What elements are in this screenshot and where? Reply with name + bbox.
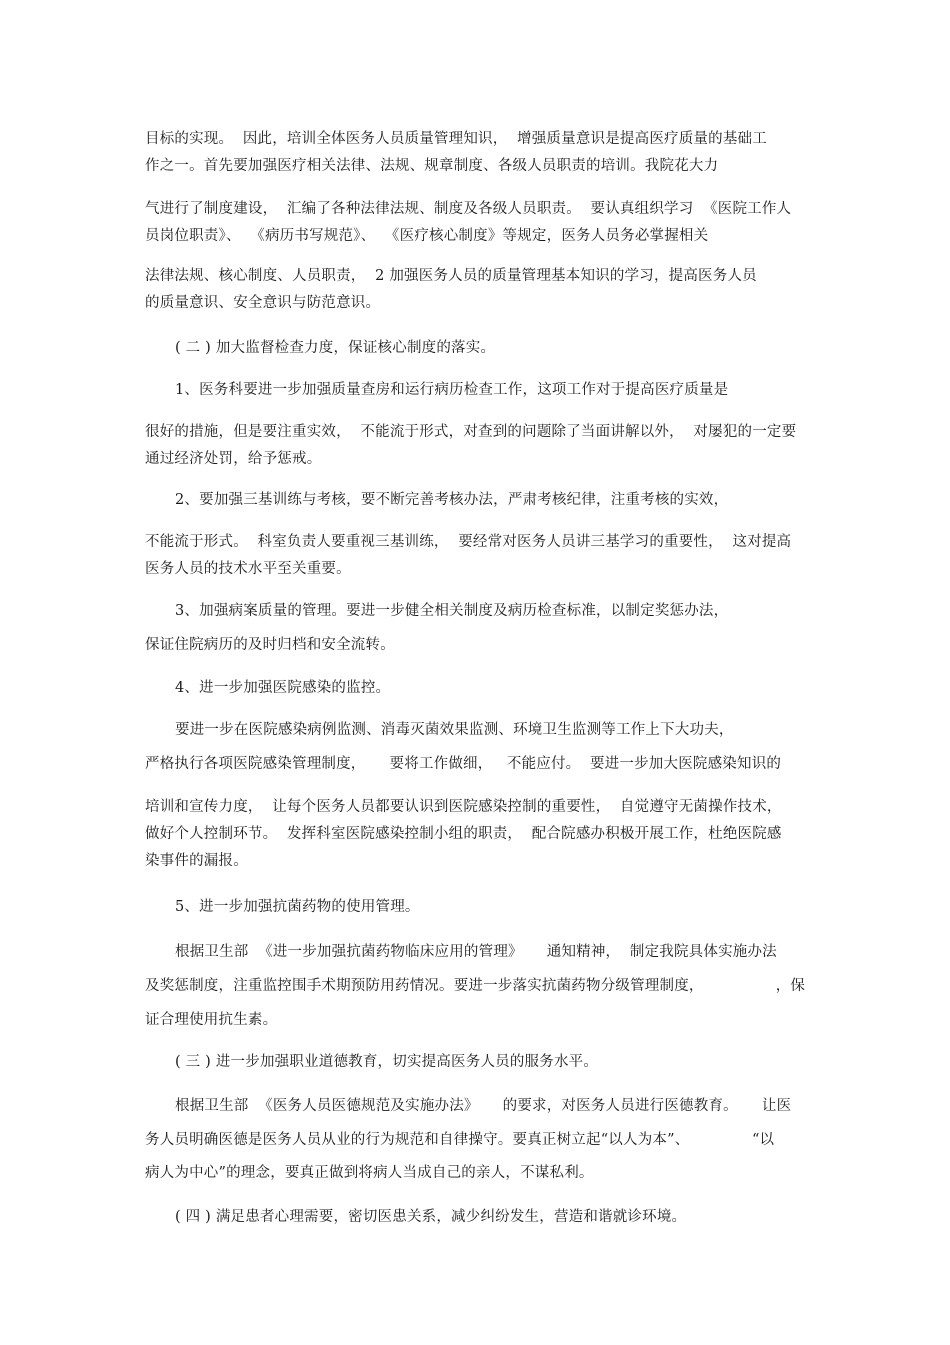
text-line: 很好的措施，但是要注重实效， 不能流于形式，对查到的问题除了当面讲解以外， 对屡犯的一定要 bbox=[145, 424, 797, 440]
text-line: 证合理使用抗生素。 bbox=[145, 1012, 278, 1028]
text-line: 保证住院病历的及时归档和安全流转。 bbox=[145, 637, 395, 653]
text-line: 通过经济处罚，给予惩戒。 bbox=[145, 451, 322, 467]
text-line: 2、要加强三基训练与考核，要不断完善考核办法，严肃考核纪律，注重考核的实效， bbox=[175, 492, 729, 508]
text-line: 严格执行各项医院感染管理制度， 要将工作做细， 不能应付。 要进一步加大医院感染知识的 bbox=[145, 756, 782, 772]
text-line: 要进一步在医院感染病例监测、消毒灭菌效果监测、环境卫生监测等工作上下大功夫， bbox=[175, 722, 734, 738]
text-line: 目标的实现。 因此，培训全体医务人员质量管理知识， 增强质量意识是提高医疗质量的基础工 bbox=[145, 131, 767, 147]
text-line: 气进行了制度建设， 汇编了各种法律法规、制度及各级人员职责。 要认真组织学习 《医院工作人 bbox=[145, 201, 792, 217]
section-heading: ( 二 ) 加大监督检查力度，保证核心制度的落实。 bbox=[175, 340, 496, 356]
text-line: 病人为中心”的理念，要真正做到将病人当成自己的亲人，不谋私利。 bbox=[145, 1165, 594, 1181]
text-line: 做好个人控制环节。 发挥科室医院感染控制小组的职责， 配合院感办积极开展工作，杜绝医院感 bbox=[145, 826, 782, 842]
text-line: 法律法规、核心制度、人员职责， 2 加强医务人员的质量管理基本知识的学习，提高医务人员 bbox=[145, 268, 757, 284]
section-heading: ( 四 ) 满足患者心理需要，密切医患关系，减少纠纷发生，营造和谐就诊环境。 bbox=[175, 1209, 687, 1225]
section-heading: ( 三 ) 进一步加强职业道德教育，切实提高医务人员的服务水平。 bbox=[175, 1054, 599, 1070]
text-line: 医务人员的技术水平至关重要。 bbox=[145, 561, 351, 577]
text-line: 染事件的漏报。 bbox=[145, 853, 248, 869]
text-line: 及奖惩制度，注重监控围手术期预防用药情况。要进一步落实抗菌药物分级管理制度， ，保 bbox=[145, 978, 806, 994]
text-line: 根据卫生部 《进一步加强抗菌药物临床应用的管理》 通知精神， 制定我院具体实施办法 bbox=[175, 944, 777, 960]
section-heading: 4、进一步加强医院感染的监控。 bbox=[175, 680, 391, 696]
section-heading: 5、进一步加强抗菌药物的使用管理。 bbox=[175, 899, 420, 915]
text-line: 作之一。首先要加强医疗相关法律、法规、规章制度、各级人员职责的培训。我院花大力 bbox=[145, 158, 719, 174]
text-line: 1、医务科要进一步加强质量查房和运行病历检查工作，这项工作对于提高医疗质量是 bbox=[175, 382, 729, 398]
text-line: 根据卫生部 《医务人员医德规范及实施办法》 的要求，对医务人员进行医德教育。 让医 bbox=[175, 1098, 792, 1114]
text-line: 的质量意识、安全意识与防范意识。 bbox=[145, 295, 381, 311]
text-line: 不能流于形式。 科室负责人要重视三基训练， 要经常对医务人员讲三基学习的重要性， 这对提高 bbox=[145, 534, 792, 550]
text-line: 3、加强病案质量的管理。要进一步健全相关制度及病历检查标准，以制定奖惩办法， bbox=[175, 603, 729, 619]
text-line: 培训和宣传力度， 让每个医务人员都要认识到医院感染控制的重要性， 自觉遵守无菌操作技术， bbox=[145, 799, 782, 815]
text-line: 员岗位职责》、 《病历书写规范》、 《医疗核心制度》等规定，医务人员务必掌握相关 bbox=[145, 228, 709, 244]
text-line: 务人员明确医德是医务人员从业的行为规范和自律操守。要真正树立起“以人为本”、 “以 bbox=[145, 1132, 775, 1148]
